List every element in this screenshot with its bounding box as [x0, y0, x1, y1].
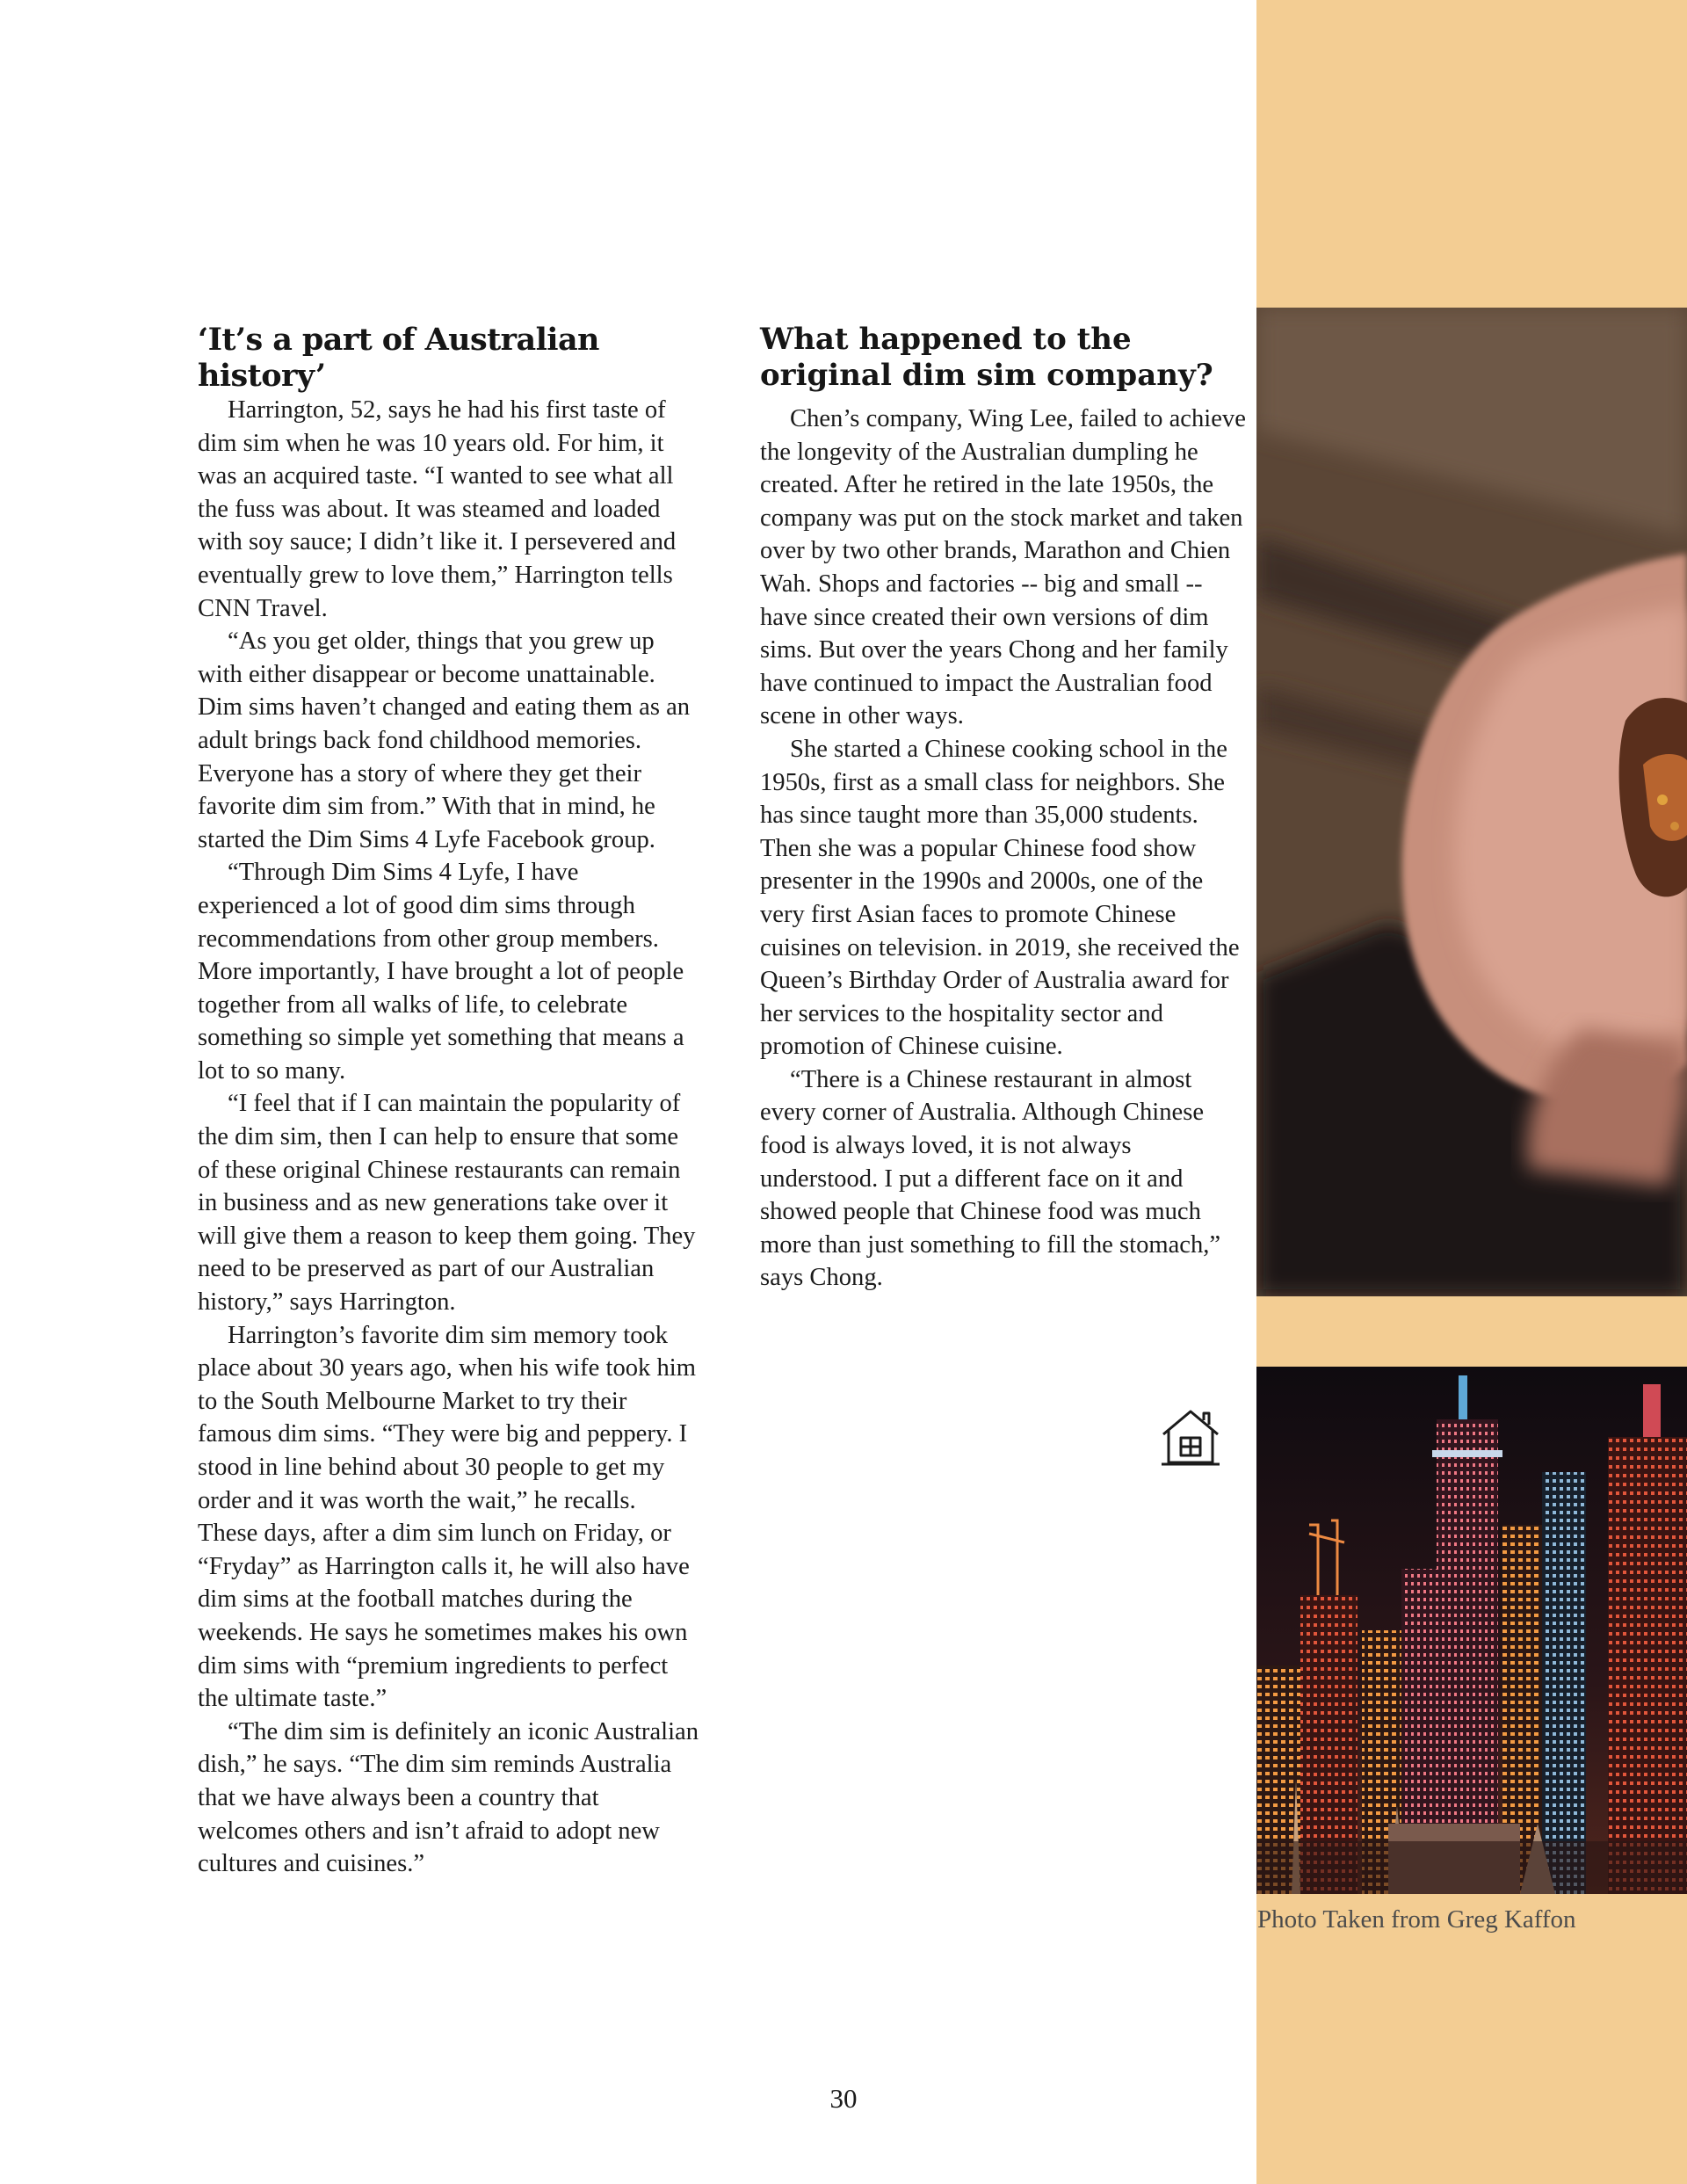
section-heading-company: What happened to the original dim sim company?	[760, 322, 1213, 393]
body-paragraph: “The dim sim is definitely an iconic Australian dish,” he says. “The dim sim reminds Australia that we have always been a country that welcomes others and isn’t afraid to adopt new cultures and cuisines.”	[198, 1717, 699, 1878]
home-icon	[1158, 1404, 1223, 1469]
section-heading-history: ‘It’s a part of Australian history’	[198, 322, 599, 394]
photo-caption: Photo Taken from Greg Kaffon	[1257, 1905, 1576, 1934]
body-paragraph: Harrington’s favorite dim sim memory took place about 30 years ago, when his wife took him to the South Melbourne Market to try their famous dim sims. “They were big and peppery. I stood in line behind about 30 people to get my order and it was worth the wait,” he recalls. These days, after a dim sim lunch on Friday, or “Fryday” as Harrington calls it, he will also have dim sims at the football matches during the weekends. He says he sometimes makes his own dim sims with “premium ingredients to perfect the ultimate taste.”	[198, 1321, 696, 1713]
body-paragraph: “As you get older, things that you grew up with either disappear or become unattainable. Dim sims haven’t changed and eating them as an adult brings back fond childhood memories. Everyone has a story of where they get their favorite dim sim from.” With that in mind, he started the Dim Sims 4 Lyfe Facebook group.	[198, 628, 691, 853]
hand-photo-drawing	[1256, 308, 1687, 1296]
melbourne-skyline-photo	[1256, 1367, 1687, 1894]
body-paragraph: “There is a Chinese restaurant in almost every corner of Australia. Although Chinese food is always loved, it is not always understood. I put a different face on it and showed people that Chinese food was much more than just something to fill the stomach,” says Chong.	[760, 1065, 1221, 1292]
body-paragraph: “Through Dim Sims 4 Lyfe, I have experienced a lot of good dim sims through recommendations from other group members. More importantly, I have brought a lot of people together from all walks of life, to celebrate something so simple yet something that means a lot to so many.	[198, 859, 684, 1085]
skyline-drawing	[1256, 1367, 1687, 1894]
page-number: 30	[829, 2083, 858, 2114]
dim-sim-hand-photo	[1256, 308, 1687, 1296]
body-paragraph: Chen’s company, Wing Lee, failed to achieve the longevity of the Australian dumpling he created. After he retired in the late 1950s, the company was put on the stock market and taken over by two other brands, Marathon and Chien Wah. Shops and factories -- big and small -- have since created their own versions of dim sims. But over the years Chong and her family have continued to impact the Australian food scene in other ways.	[760, 405, 1246, 730]
left-column	[198, 322, 699, 1881]
body-paragraph: She started a Chinese cooking school in the 1950s, first as a small class for neighbors. She has since taught more than 35,000 students. Then she was a popular Chinese food show presenter in the 1990s and 2000s, one of the very first Asian faces to promote Chinese cuisines on television. in 2019, she received the Queen’s Birthday Order of Australia award for her services to the hospitality sector and promotion of Chinese cuisine.	[760, 735, 1240, 1061]
right-column	[760, 322, 1252, 1295]
body-paragraph: Harrington, 52, says he had his first taste of dim sim when he was 10 years old. For him, it was an acquired taste. “I wanted to see what all the fuss was about. It was steamed and loaded with soy sauce; I didn’t like it. I persevered and eventually grew to love them,” Harrington tells CNN Travel.	[198, 396, 677, 622]
body-paragraph: “I feel that if I can maintain the popularity of the dim sim, then I can help to ensure that some of these original Chinese restaurants can remain in business and as new generations take over it will give them a reason to keep them going. They need to be preserved as part of our Australian history,” says Harrington.	[198, 1090, 696, 1317]
